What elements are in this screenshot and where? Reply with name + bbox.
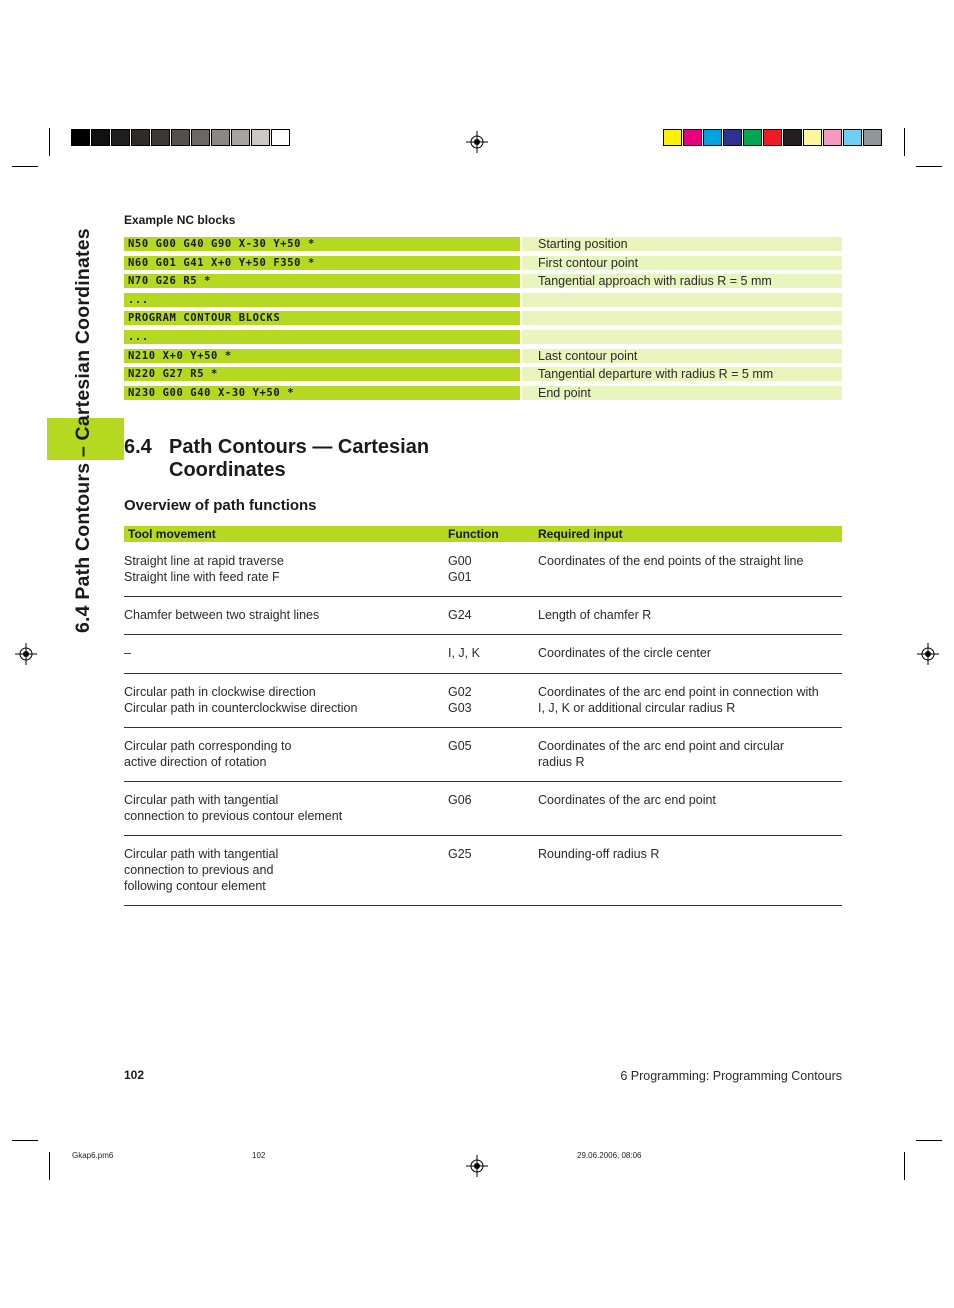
cell-line: I, J, K or additional circular radius R bbox=[538, 701, 736, 715]
color-swatch bbox=[271, 129, 290, 146]
required-input-cell bbox=[538, 846, 842, 862]
header-tool-movement: Tool movement bbox=[128, 527, 216, 541]
grayscale-color-bar bbox=[71, 129, 291, 147]
chapter-footer: 6 Programming: Programming Contours bbox=[620, 1069, 842, 1083]
color-swatch bbox=[743, 129, 762, 146]
cell-line: Circular path in counterclockwise direction bbox=[124, 701, 358, 715]
nc-block-row bbox=[124, 349, 842, 363]
crop-mark bbox=[12, 1140, 38, 1141]
table-row bbox=[124, 637, 842, 674]
table-row bbox=[124, 784, 842, 836]
nc-block-code: N230 G00 G40 X-30 Y+50 * bbox=[124, 386, 520, 400]
cell-line: Length of chamfer R bbox=[538, 608, 652, 622]
cell-line: G25 bbox=[448, 847, 472, 861]
section-number: 6.4 bbox=[124, 436, 152, 458]
cell-line: – bbox=[124, 646, 131, 660]
slug-timestamp: 29.06.2006, 08:06 bbox=[577, 1151, 642, 1160]
crop-mark bbox=[904, 1152, 905, 1180]
tool-movement-cell bbox=[124, 645, 434, 661]
color-swatch bbox=[71, 129, 90, 146]
slug-filename: Gkap6.pm6 bbox=[72, 1151, 114, 1160]
crop-mark bbox=[49, 1152, 50, 1180]
nc-block-code: N70 G26 R5 * bbox=[124, 274, 520, 288]
nc-block-description: Tangential approach with radius R = 5 mm bbox=[522, 274, 842, 288]
nc-block-description: Starting position bbox=[522, 237, 842, 251]
nc-block-code: N210 X+0 Y+50 * bbox=[124, 349, 520, 363]
cell-line: following contour element bbox=[124, 879, 266, 893]
color-swatch bbox=[823, 129, 842, 146]
nc-block-description bbox=[522, 311, 842, 325]
table-row bbox=[124, 838, 842, 906]
color-swatch bbox=[703, 129, 722, 146]
color-swatch bbox=[763, 129, 782, 146]
required-input-cell bbox=[538, 607, 842, 623]
color-swatch bbox=[151, 129, 170, 146]
required-input-cell bbox=[538, 553, 842, 569]
color-swatch bbox=[251, 129, 270, 146]
cell-line: Chamfer between two straight lines bbox=[124, 608, 320, 622]
table-row bbox=[124, 730, 842, 782]
color-swatch bbox=[723, 129, 742, 146]
function-cell bbox=[448, 684, 528, 716]
nc-block-row bbox=[124, 274, 842, 288]
nc-block-code: N50 G00 G40 G90 X-30 Y+50 * bbox=[124, 237, 520, 251]
color-swatch bbox=[91, 129, 110, 146]
tool-movement-cell bbox=[124, 553, 434, 585]
color-swatch bbox=[843, 129, 862, 146]
cell-line: G24 bbox=[448, 608, 472, 622]
cell-line: Circular path in clockwise direction bbox=[124, 685, 316, 699]
tool-movement-cell bbox=[124, 792, 434, 824]
cell-line: Circular path corresponding to bbox=[124, 739, 292, 753]
tool-movement-cell bbox=[124, 846, 434, 894]
registration-mark-icon bbox=[917, 643, 939, 665]
cell-line: G02 bbox=[448, 685, 472, 699]
cell-line: I, J, K bbox=[448, 646, 480, 660]
color-swatch bbox=[683, 129, 702, 146]
cell-line: Circular path with tangential bbox=[124, 847, 279, 861]
nc-block-description: First contour point bbox=[522, 256, 842, 270]
cell-line: connection to previous and bbox=[124, 863, 274, 877]
cell-line: connection to previous contour element bbox=[124, 809, 343, 823]
required-input-cell bbox=[538, 645, 842, 661]
table-row bbox=[124, 599, 842, 635]
cell-line: Rounding-off radius R bbox=[538, 847, 660, 861]
nc-block-row bbox=[124, 311, 842, 325]
process-color-bar bbox=[663, 129, 883, 147]
nc-block-description: Last contour point bbox=[522, 349, 842, 363]
section-title-line2: Coordinates bbox=[169, 459, 286, 481]
cell-line: G00 bbox=[448, 554, 472, 568]
page-number: 102 bbox=[124, 1068, 145, 1082]
nc-block-code: ... bbox=[124, 293, 520, 307]
cell-line: Coordinates of the circle center bbox=[538, 646, 712, 660]
side-section-title: 6.4 Path Contours – Cartesian Coordinates bbox=[72, 228, 94, 633]
nc-block-description: Tangential departure with radius R = 5 mm bbox=[522, 367, 842, 381]
nc-example-caption: Example NC blocks bbox=[124, 213, 236, 227]
table-header bbox=[124, 526, 842, 542]
crop-mark bbox=[49, 128, 50, 156]
nc-block-description: End point bbox=[522, 386, 842, 400]
cell-line: Straight line at rapid traverse bbox=[124, 554, 284, 568]
color-swatch bbox=[231, 129, 250, 146]
cell-line: G03 bbox=[448, 701, 472, 715]
cell-line: active direction of rotation bbox=[124, 755, 267, 769]
tool-movement-cell bbox=[124, 607, 434, 623]
cell-line: Straight line with feed rate F bbox=[124, 570, 280, 584]
nc-block-code: N60 G01 G41 X+0 Y+50 F350 * bbox=[124, 256, 520, 270]
nc-block-code: PROGRAM CONTOUR BLOCKS bbox=[124, 311, 520, 325]
required-input-cell bbox=[538, 792, 842, 808]
required-input-cell bbox=[538, 684, 842, 716]
function-cell bbox=[448, 607, 528, 623]
nc-block-row bbox=[124, 330, 842, 344]
function-cell bbox=[448, 792, 528, 808]
nc-block-code: ... bbox=[124, 330, 520, 344]
crop-mark bbox=[904, 128, 905, 156]
section-title-line1: Path Contours — Cartesian bbox=[169, 436, 430, 458]
function-cell bbox=[448, 846, 528, 862]
header-required-input: Required input bbox=[538, 527, 623, 541]
header-function: Function bbox=[448, 527, 499, 541]
table-row bbox=[124, 545, 842, 597]
function-cell bbox=[448, 738, 528, 754]
cell-line: Coordinates of the end points of the straight line bbox=[538, 554, 804, 568]
color-swatch bbox=[191, 129, 210, 146]
nc-block-row bbox=[124, 367, 842, 381]
registration-mark-icon bbox=[15, 643, 37, 665]
function-cell bbox=[448, 553, 528, 585]
color-swatch bbox=[171, 129, 190, 146]
nc-block-description bbox=[522, 293, 842, 307]
registration-mark-icon bbox=[466, 1155, 488, 1177]
cell-line: G06 bbox=[448, 793, 472, 807]
cell-line: Circular path with tangential bbox=[124, 793, 279, 807]
nc-block-row bbox=[124, 237, 842, 251]
section-heading bbox=[124, 436, 429, 482]
nc-block-code: N220 G27 R5 * bbox=[124, 367, 520, 381]
color-swatch bbox=[131, 129, 150, 146]
color-swatch bbox=[783, 129, 802, 146]
nc-block-row bbox=[124, 256, 842, 270]
crop-mark bbox=[916, 1140, 942, 1141]
color-swatch bbox=[111, 129, 130, 146]
function-cell bbox=[448, 645, 528, 661]
tool-movement-cell bbox=[124, 684, 434, 716]
table-row bbox=[124, 676, 842, 728]
crop-mark bbox=[916, 166, 942, 167]
color-swatch bbox=[211, 129, 230, 146]
cell-line: G01 bbox=[448, 570, 472, 584]
subheading: Overview of path functions bbox=[124, 497, 317, 514]
cell-line: radius R bbox=[538, 755, 585, 769]
registration-mark-icon bbox=[466, 131, 488, 153]
cell-line: Coordinates of the arc end point and circular bbox=[538, 739, 784, 753]
cell-line: G05 bbox=[448, 739, 472, 753]
color-swatch bbox=[863, 129, 882, 146]
cell-line: Coordinates of the arc end point in connection with bbox=[538, 685, 819, 699]
tool-movement-cell bbox=[124, 738, 434, 770]
nc-block-row bbox=[124, 293, 842, 307]
crop-mark bbox=[12, 166, 38, 167]
nc-block-row bbox=[124, 386, 842, 400]
cell-line: Coordinates of the arc end point bbox=[538, 793, 716, 807]
slug-page: 102 bbox=[252, 1151, 266, 1160]
nc-block-description bbox=[522, 330, 842, 344]
color-swatch bbox=[663, 129, 682, 146]
required-input-cell bbox=[538, 738, 842, 770]
color-swatch bbox=[803, 129, 822, 146]
